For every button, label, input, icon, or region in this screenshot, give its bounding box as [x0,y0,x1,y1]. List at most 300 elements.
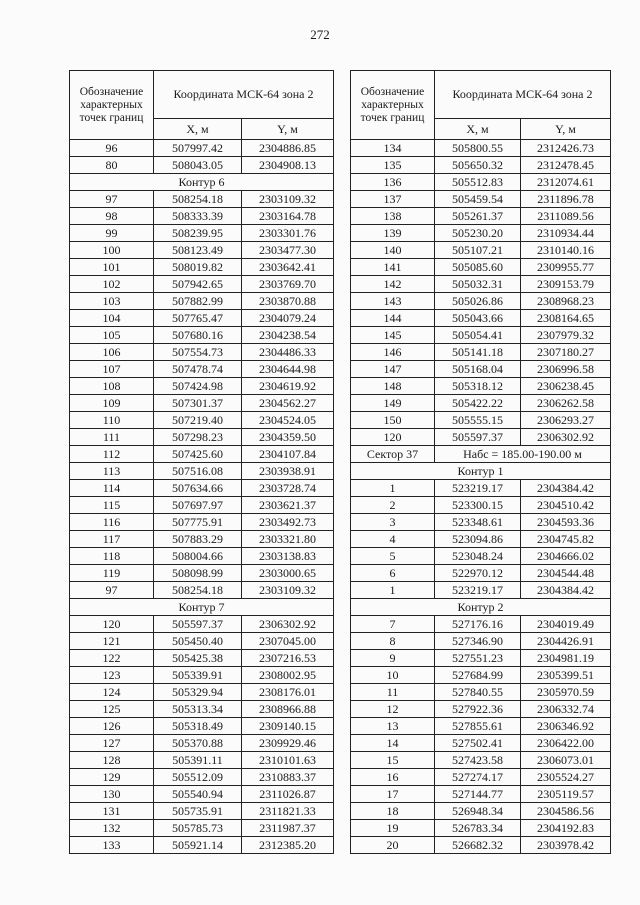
y-coordinate: 2303870.88 [242,293,334,310]
point-id: 2 [351,497,435,514]
point-id: 128 [70,752,154,769]
y-coordinate: 2307979.32 [521,327,611,344]
point-id: 123 [70,667,154,684]
x-coordinate: 507997.42 [154,140,242,157]
table-row [351,157,611,174]
point-id: 122 [70,650,154,667]
table-row [351,140,611,157]
table-row [70,684,334,701]
table-row [70,650,334,667]
point-id: 134 [351,140,435,157]
point-id: 146 [351,344,435,361]
y-coordinate: 2310101.63 [242,752,334,769]
x-coordinate: 505391.11 [154,752,242,769]
table-row [351,803,611,820]
point-id: 147 [351,361,435,378]
x-coordinate: 507424.98 [154,378,242,395]
section-label: Контур 2 [351,599,611,616]
section-row [70,599,334,616]
y-coordinate: 2304745.82 [521,531,611,548]
table-row [70,667,334,684]
x-coordinate: 527855.61 [435,718,521,735]
point-id: 97 [70,582,154,599]
x-coordinate: 505650.32 [435,157,521,174]
y-coordinate: 2304619.92 [242,378,334,395]
x-coordinate: 507301.37 [154,395,242,412]
point-id: 3 [351,514,435,531]
y-coordinate: 2304192.83 [521,820,611,837]
point-id: 6 [351,565,435,582]
x-coordinate: 527423.58 [435,752,521,769]
y-coordinate: 2305399.51 [521,667,611,684]
header-point: Обозначение характерных точек границ [70,71,154,140]
x-coordinate: 523048.24 [435,548,521,565]
y-coordinate: 2304586.56 [521,803,611,820]
y-coordinate: 2307216.53 [242,650,334,667]
y-coordinate: 2304593.36 [521,514,611,531]
x-coordinate: 507883.29 [154,531,242,548]
table-row [351,276,611,293]
x-coordinate: 508254.18 [154,582,242,599]
point-id: 143 [351,293,435,310]
point-id: 100 [70,242,154,259]
y-coordinate: 2303164.78 [242,208,334,225]
y-coordinate: 2303938.91 [242,463,334,480]
section-label: Контур 1 [351,463,611,480]
point-id: 99 [70,225,154,242]
table-row [70,616,334,633]
y-coordinate: 2312478.45 [521,157,611,174]
y-coordinate: 2304426.91 [521,633,611,650]
y-coordinate: 2306302.92 [242,616,334,633]
table-row [351,191,611,208]
x-coordinate: 523219.17 [435,582,521,599]
point-id: 135 [351,157,435,174]
y-coordinate: 2312074.61 [521,174,611,191]
table-row [351,565,611,582]
y-coordinate: 2309140.15 [242,718,334,735]
header-point: Обозначение характерных точек границ [351,71,435,140]
table-row [70,752,334,769]
x-coordinate: 508098.99 [154,565,242,582]
point-id: 5 [351,548,435,565]
y-coordinate: 2304562.27 [242,395,334,412]
y-coordinate: 2304666.02 [521,548,611,565]
y-coordinate: 2311821.33 [242,803,334,820]
x-coordinate: 523094.86 [435,531,521,548]
section-row [70,174,334,191]
y-coordinate: 2305119.57 [521,786,611,803]
y-coordinate: 2304524.05 [242,412,334,429]
point-id: 144 [351,310,435,327]
table-row [70,395,334,412]
point-id: 150 [351,412,435,429]
point-id: 10 [351,667,435,684]
x-coordinate: 505800.55 [435,140,521,157]
table-row [351,395,611,412]
x-coordinate: 527346.90 [435,633,521,650]
header-y: Y, м [242,119,334,140]
point-id: 142 [351,276,435,293]
table-row [70,633,334,650]
table-row [70,803,334,820]
point-id: 133 [70,837,154,854]
point-id: 148 [351,378,435,395]
table-row [70,242,334,259]
y-coordinate: 2303642.41 [242,259,334,276]
table-row [351,310,611,327]
y-coordinate: 2308002.95 [242,667,334,684]
x-coordinate: 505107.21 [435,242,521,259]
y-coordinate: 2312426.73 [521,140,611,157]
table-row [351,242,611,259]
point-id: 109 [70,395,154,412]
y-coordinate: 2306262.58 [521,395,611,412]
table-row [351,412,611,429]
x-coordinate: 527274.17 [435,769,521,786]
point-id: 7 [351,616,435,633]
sector-label: Сектор 37 [351,446,435,463]
x-coordinate: 505339.91 [154,667,242,684]
point-id: 1 [351,582,435,599]
point-id: 96 [70,140,154,157]
y-coordinate: 2304544.48 [521,565,611,582]
y-coordinate: 2310883.37 [242,769,334,786]
point-id: 145 [351,327,435,344]
table-row [351,735,611,752]
table-row [70,497,334,514]
point-id: 80 [70,157,154,174]
table-row [70,225,334,242]
point-id: 113 [70,463,154,480]
x-coordinate: 507425.60 [154,446,242,463]
point-id: 131 [70,803,154,820]
x-coordinate: 505313.34 [154,701,242,718]
x-coordinate: 522970.12 [435,565,521,582]
point-id: 141 [351,259,435,276]
point-id: 116 [70,514,154,531]
table-row [70,429,334,446]
table-row [351,378,611,395]
table-row [70,582,334,599]
point-id: 139 [351,225,435,242]
table-row [70,463,334,480]
point-id: 125 [70,701,154,718]
point-id: 16 [351,769,435,786]
point-id: 124 [70,684,154,701]
table-row [351,548,611,565]
y-coordinate: 2311896.78 [521,191,611,208]
point-id: 4 [351,531,435,548]
page-number: 272 [310,27,330,42]
table-row [351,718,611,735]
table-row [70,208,334,225]
coordinates-table-right [350,70,611,854]
x-coordinate: 505168.04 [435,361,521,378]
y-coordinate: 2306422.00 [521,735,611,752]
table-row [351,514,611,531]
x-coordinate: 507697.97 [154,497,242,514]
y-coordinate: 2311987.37 [242,820,334,837]
point-id: 136 [351,174,435,191]
x-coordinate: 505450.40 [154,633,242,650]
y-coordinate: 2306346.92 [521,718,611,735]
y-coordinate: 2304107.84 [242,446,334,463]
x-coordinate: 526948.34 [435,803,521,820]
point-id: 1 [351,480,435,497]
table-row [70,412,334,429]
coordinates-table-left [69,70,334,854]
table-row [351,650,611,667]
table-row [70,531,334,548]
header-coordinate: Координата МСК-64 зона 2 [435,71,611,119]
y-coordinate: 2304908.13 [242,157,334,174]
point-id: 8 [351,633,435,650]
point-id: 101 [70,259,154,276]
x-coordinate: 523300.15 [435,497,521,514]
x-coordinate: 507516.08 [154,463,242,480]
y-coordinate: 2308968.23 [521,293,611,310]
y-coordinate: 2306332.74 [521,701,611,718]
sector-info: Набс = 185.00-190.00 м [435,446,611,463]
y-coordinate: 2310934.44 [521,225,611,242]
point-id: 97 [70,191,154,208]
x-coordinate: 505043.66 [435,310,521,327]
table-row [351,769,611,786]
x-coordinate: 505032.31 [435,276,521,293]
x-coordinate: 505054.41 [435,327,521,344]
point-id: 103 [70,293,154,310]
table-row [70,293,334,310]
table-row [70,837,334,854]
y-coordinate: 2303492.73 [242,514,334,531]
table-row [351,344,611,361]
table-row [70,276,334,293]
x-coordinate: 505141.18 [435,344,521,361]
point-id: 108 [70,378,154,395]
point-id: 104 [70,310,154,327]
y-coordinate: 2304510.42 [521,497,611,514]
point-id: 120 [70,616,154,633]
table-row [70,140,334,157]
point-id: 102 [70,276,154,293]
x-coordinate: 507634.66 [154,480,242,497]
y-coordinate: 2306996.58 [521,361,611,378]
point-id: 20 [351,837,435,854]
x-coordinate: 527551.23 [435,650,521,667]
y-coordinate: 2306302.92 [521,429,611,446]
table-row [70,514,334,531]
x-coordinate: 505425.38 [154,650,242,667]
point-id: 98 [70,208,154,225]
table-row [70,701,334,718]
x-coordinate: 508123.49 [154,242,242,259]
y-coordinate: 2307180.27 [521,344,611,361]
table-row [70,378,334,395]
x-coordinate: 526783.34 [435,820,521,837]
point-id: 140 [351,242,435,259]
section-row [351,599,611,616]
point-id: 149 [351,395,435,412]
point-id: 126 [70,718,154,735]
y-coordinate: 2312385.20 [242,837,334,854]
table-row [70,480,334,497]
header-y: Y, м [521,119,611,140]
x-coordinate: 505085.60 [435,259,521,276]
table-row [70,344,334,361]
y-coordinate: 2308966.88 [242,701,334,718]
point-id: 14 [351,735,435,752]
x-coordinate: 507942.65 [154,276,242,293]
point-id: 12 [351,701,435,718]
y-coordinate: 2304019.49 [521,616,611,633]
section-label: Контур 7 [70,599,334,616]
y-coordinate: 2311026.87 [242,786,334,803]
y-coordinate: 2306238.45 [521,378,611,395]
table-row [351,361,611,378]
y-coordinate: 2303728.74 [242,480,334,497]
header-coordinate: Координата МСК-64 зона 2 [154,71,334,119]
table-row [351,820,611,837]
x-coordinate: 505422.22 [435,395,521,412]
point-id: 121 [70,633,154,650]
y-coordinate: 2305524.27 [521,769,611,786]
point-id: 114 [70,480,154,497]
table-row [70,327,334,344]
x-coordinate: 526682.32 [435,837,521,854]
y-coordinate: 2303769.70 [242,276,334,293]
x-coordinate: 523348.61 [435,514,521,531]
table-row [351,684,611,701]
y-coordinate: 2308176.01 [242,684,334,701]
point-id: 106 [70,344,154,361]
point-id: 129 [70,769,154,786]
point-id: 115 [70,497,154,514]
x-coordinate: 505555.15 [435,412,521,429]
y-coordinate: 2303621.37 [242,497,334,514]
table-row [70,718,334,735]
x-coordinate: 507478.74 [154,361,242,378]
point-id: 118 [70,548,154,565]
x-coordinate: 507219.40 [154,412,242,429]
table-row [351,174,611,191]
x-coordinate: 508019.82 [154,259,242,276]
y-coordinate: 2303138.83 [242,548,334,565]
x-coordinate: 505318.12 [435,378,521,395]
x-coordinate: 527502.41 [435,735,521,752]
y-coordinate: 2304079.24 [242,310,334,327]
x-coordinate: 505597.37 [154,616,242,633]
x-coordinate: 505597.37 [435,429,521,446]
point-id: 11 [351,684,435,701]
y-coordinate: 2308164.65 [521,310,611,327]
y-coordinate: 2303477.30 [242,242,334,259]
point-id: 132 [70,820,154,837]
table-row [351,327,611,344]
y-coordinate: 2304359.50 [242,429,334,446]
y-coordinate: 2309929.46 [242,735,334,752]
y-coordinate: 2303109.32 [242,191,334,208]
y-coordinate: 2306293.27 [521,412,611,429]
point-id: 15 [351,752,435,769]
table-row [351,701,611,718]
x-coordinate: 527840.55 [435,684,521,701]
table-row [70,446,334,463]
table-row [70,548,334,565]
table-row [70,259,334,276]
y-coordinate: 2307045.00 [242,633,334,650]
section-label: Контур 6 [70,174,334,191]
table-row [351,259,611,276]
table-row [351,786,611,803]
y-coordinate: 2304238.54 [242,327,334,344]
y-coordinate: 2309153.79 [521,276,611,293]
point-id: 19 [351,820,435,837]
x-coordinate: 507298.23 [154,429,242,446]
x-coordinate: 527176.16 [435,616,521,633]
point-id: 112 [70,446,154,463]
table-row [70,565,334,582]
table-row [351,667,611,684]
x-coordinate: 505230.20 [435,225,521,242]
section-row [351,463,611,480]
table-row [70,191,334,208]
x-coordinate: 505370.88 [154,735,242,752]
y-coordinate: 2304384.42 [521,480,611,497]
x-coordinate: 505735.91 [154,803,242,820]
x-coordinate: 505459.54 [435,191,521,208]
point-id: 110 [70,412,154,429]
x-coordinate: 508043.05 [154,157,242,174]
y-coordinate: 2304981.19 [521,650,611,667]
table-row [70,361,334,378]
table-row [351,225,611,242]
sector-row [351,446,611,463]
point-id: 9 [351,650,435,667]
x-coordinate: 523219.17 [435,480,521,497]
x-coordinate: 505318.49 [154,718,242,735]
table-row [351,616,611,633]
table-row [351,497,611,514]
point-id: 13 [351,718,435,735]
header-x: X, м [435,119,521,140]
point-id: 17 [351,786,435,803]
table-row [351,633,611,650]
x-coordinate: 505512.09 [154,769,242,786]
x-coordinate: 505540.94 [154,786,242,803]
point-id: 119 [70,565,154,582]
table-row [70,735,334,752]
point-id: 120 [351,429,435,446]
table-row [70,786,334,803]
y-coordinate: 2309955.77 [521,259,611,276]
y-coordinate: 2304486.33 [242,344,334,361]
y-coordinate: 2303978.42 [521,837,611,854]
y-coordinate: 2306073.01 [521,752,611,769]
table-row [351,582,611,599]
x-coordinate: 507680.16 [154,327,242,344]
y-coordinate: 2303000.65 [242,565,334,582]
y-coordinate: 2304886.85 [242,140,334,157]
table-row [351,837,611,854]
table-row [70,157,334,174]
table-row [351,531,611,548]
y-coordinate: 2303301.76 [242,225,334,242]
x-coordinate: 508333.39 [154,208,242,225]
table-row [351,293,611,310]
y-coordinate: 2305970.59 [521,684,611,701]
x-coordinate: 505512.83 [435,174,521,191]
